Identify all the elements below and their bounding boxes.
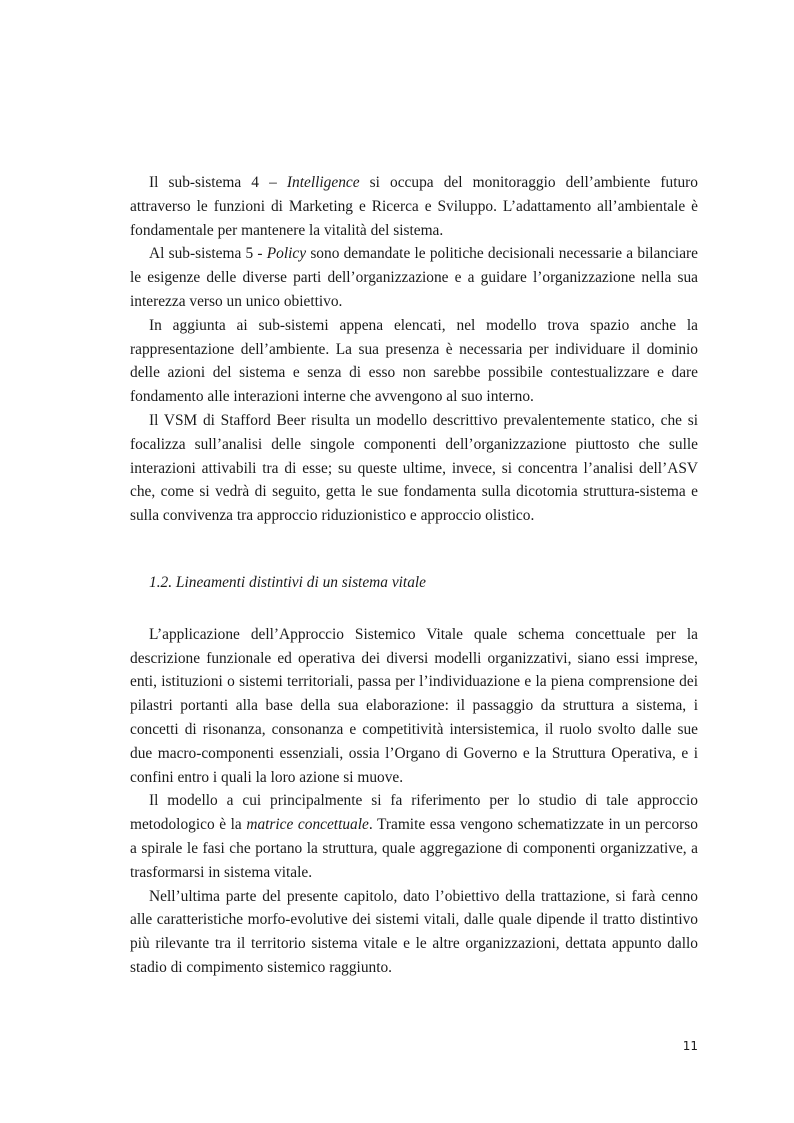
paragraph-emphasis: Intelligence [286, 174, 360, 191]
paragraph-ultima-parte [130, 885, 698, 980]
paragraph-matrice [130, 789, 698, 884]
section-title: 1.2. Lineamenti distintivi di un sistema vitale [149, 573, 427, 591]
paragraph-intelligence [130, 171, 698, 242]
paragraph-asv [130, 623, 698, 790]
paragraph-emphasis: Policy [266, 245, 307, 263]
paragraph-text: si occupa del monitoraggio dell’ambiente futuro attraverso le funzioni di Marketing e Ricerca e Sviluppo. L’adattamento all’ambientale è fondamentale per mantenere la vitalità del sistema. [130, 174, 698, 239]
paragraph-text: L’applicazione dell’Approccio Sistemico Vitale quale schema concettuale per la descrizione funzionale ed operativa dei diversi modelli organizzativi, siano essi imprese, enti, istituzioni o sistemi territoriali, passa per l’individuazione e la piena comprensione dei pilastri portanti alla base della sua elaborazione: il passaggio da struttura a sistema, i concetti di risonanza, consonanza e competitività intersistemica, il ruolo svolto dalle sue due macro-componenti essenziali, ossia l’Organo di Governo e la Struttura Operativa, e i confini entro i quali la loro azione si muove. [130, 625, 698, 786]
paragraph-policy [130, 242, 698, 313]
page-number: 11 [682, 1039, 698, 1053]
paragraph-text: Il modello a cui principalmente si fa riferimento per lo studio di tale approccio metodologico è la [130, 792, 698, 834]
paragraph-emphasis: matrice concettuale [246, 816, 369, 834]
paragraph-text: Il sub-sistema 4 – [149, 174, 287, 191]
paragraph-vsm [130, 409, 698, 528]
paragraph-text: Nell’ultima parte del presente capitolo, dato l’obiettivo della trattazione, si farà cenno alle caratteristiche morfo-evolutive dei sistemi vitali, dalle quale dipende il tratto distintivo più rilevante tra il territorio sistema vitale e le altre organizzazioni, dettata appunto dallo stadio di compimento sistemico raggiunto. [130, 887, 698, 976]
paragraph-text: Al sub-sistema 5 - [149, 245, 267, 263]
paragraph-text: . Tramite essa vengono schematizzate in un percorso a spirale le fasi che portano la struttura, quale aggregazione di componenti organizzative, a trasformarsi in sistema vitale. [130, 816, 698, 881]
paragraph-text: sono demandate le politiche decisionali necessarie a bilanciare le esigenze delle diverse parti dell’organizzazione e a guidare l’organizzazione nella sua interezza verso un unico obiettivo. [130, 245, 698, 310]
paragraph-text: Il VSM di Stafford Beer risulta un modello descrittivo prevalentemente statico, che si focalizza sull’analisi delle singole componenti dell’organizzazione piuttosto che sulle interazioni attivabili tra di esse; su queste ultime, invece, si concentra l’analisi dell’ASV che, come si vedrà di seguito, getta le sue fondamenta sulla dicotomia struttura-sistema e sulla convivenza tra approccio riduzionistico e approccio olistico. [130, 411, 698, 525]
page-body [130, 171, 698, 980]
paragraph-text: In aggiunta ai sub-sistemi appena elencati, nel modello trova spazio anche la rappresentazione dell’ambiente. La sua presenza è necessaria per individuare il dominio delle azioni del sistema e senza di esso non sarebbe possibile contestualizzare e dare fondamento alle interazioni interne che avvengono al suo interno. [130, 316, 698, 406]
paragraph-ambiente [130, 314, 698, 409]
